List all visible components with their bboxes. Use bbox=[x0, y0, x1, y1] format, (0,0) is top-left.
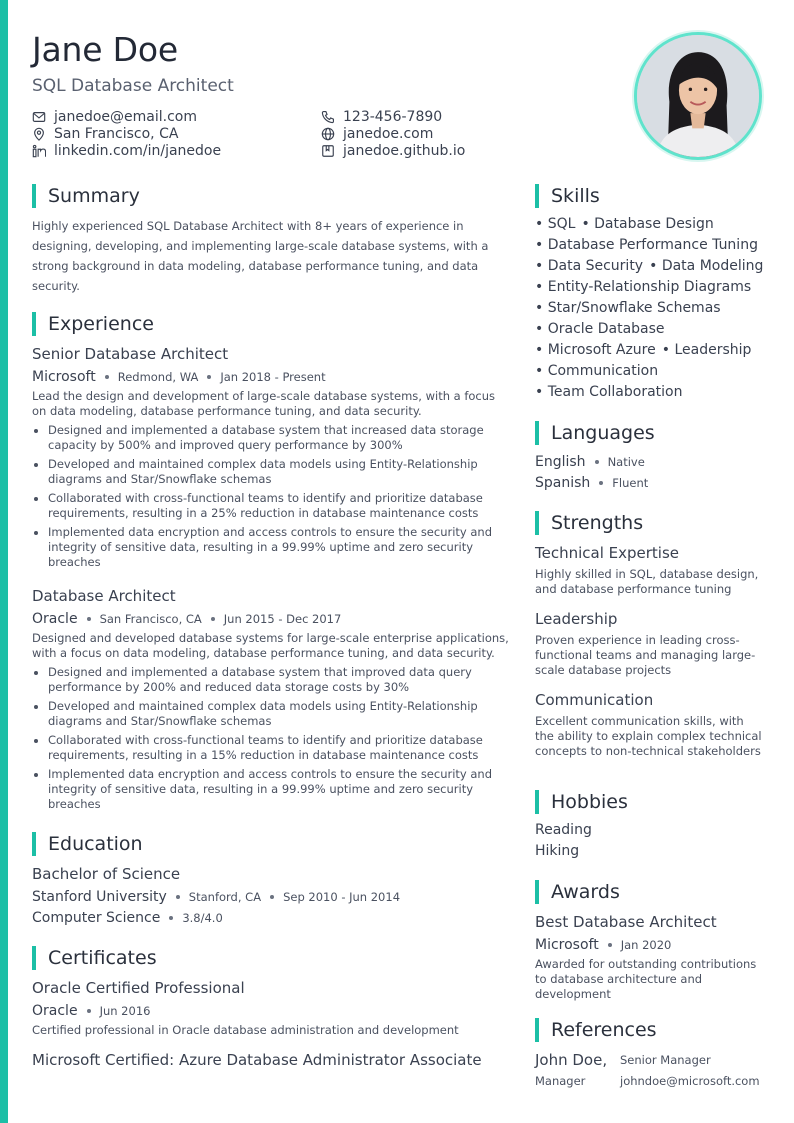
skills-row bbox=[535, 237, 764, 255]
skill-tag: • Database Performance Tuning bbox=[535, 237, 758, 253]
skill-tag: • Oracle Database bbox=[535, 321, 665, 337]
experience-heading: Experience bbox=[32, 312, 154, 336]
skill-tag: • Communication bbox=[535, 363, 658, 379]
reference-position-cont: Manager bbox=[535, 1074, 586, 1088]
hobby-item: Hiking bbox=[535, 843, 580, 859]
awards-heading: Awards bbox=[535, 880, 620, 904]
language-item: Spanish Fluent bbox=[535, 475, 649, 491]
list-item: Developed and maintained complex data models using Entity-Relationship diagrams and Star/Snowflake schemas bbox=[32, 457, 502, 487]
reference-email[interactable]: johndoe@microsoft.com bbox=[620, 1074, 760, 1088]
skills-row bbox=[535, 363, 664, 381]
education-meta: Stanford University Stanford, CA Sep 2010 - Jun 2014 bbox=[32, 889, 401, 905]
education-heading: Education bbox=[32, 832, 143, 856]
candidate-role: SQL Database Architect bbox=[32, 76, 234, 96]
strength-description: Excellent communication skills, with the ability to explain complex technical concepts to non-technical stakeholders bbox=[535, 714, 762, 758]
strength-name: Technical Expertise bbox=[535, 544, 680, 562]
accent-bar bbox=[0, 0, 8, 1123]
language-item: English Native bbox=[535, 454, 645, 470]
profile-portrait-icon bbox=[637, 35, 759, 157]
job-title: Senior Database Architect bbox=[32, 345, 229, 363]
skill-tag: • Star/Snowflake Schemas bbox=[535, 300, 721, 316]
summary-heading: Summary bbox=[32, 184, 140, 208]
reference-position: Senior Manager bbox=[620, 1053, 711, 1067]
job-title: Database Architect bbox=[32, 587, 176, 605]
certificates-heading: Certificates bbox=[32, 946, 157, 970]
strengths-heading: Strengths bbox=[535, 511, 643, 535]
award-meta: Microsoft Jan 2020 bbox=[535, 937, 672, 953]
certificate-name: Microsoft Certified: Azure Database Administrator Associate bbox=[32, 1051, 482, 1069]
skill-tag: • Database Design bbox=[581, 216, 713, 232]
map-pin-icon bbox=[32, 127, 46, 141]
contact-website[interactable]: janedoe.com bbox=[321, 125, 433, 142]
skill-tag: • SQL bbox=[535, 216, 575, 232]
skill-tag: • Entity-Relationship Diagrams bbox=[535, 279, 751, 295]
job-meta: Microsoft Redmond, WA Jan 2018 - Present bbox=[32, 369, 326, 385]
award-name: Best Database Architect bbox=[535, 913, 717, 931]
strength-name: Leadership bbox=[535, 610, 618, 628]
education-major: Computer Science 3.8/4.0 bbox=[32, 910, 223, 926]
reference-name: John Doe, bbox=[535, 1051, 608, 1069]
skills-row bbox=[535, 384, 688, 402]
strength-description: Proven experience in leading cross-functional teams and managing large-scale database projects bbox=[535, 633, 756, 677]
strength-description: Highly skilled in SQL, database design, and database performance tuning bbox=[535, 567, 759, 596]
contact-phone[interactable]: 123-456-7890 bbox=[321, 108, 442, 125]
skills-row bbox=[535, 216, 720, 234]
award-description: Awarded for outstanding contributions to database architecture and development bbox=[535, 957, 757, 1001]
bookmark-icon bbox=[321, 144, 335, 158]
list-item: Collaborated with cross-functional teams to identify and prioritize database requirements, resulting in a 15% reduction in database maintenance costs bbox=[32, 733, 502, 763]
strength-name: Communication bbox=[535, 691, 654, 709]
summary-text: Highly experienced SQL Database Architect with 8+ years of experience in designing, developing, and implementing large-scale database systems, with a strong background in data modeling, database performance tuning, and data security. bbox=[32, 219, 489, 293]
skill-tag: • Leadership bbox=[662, 342, 752, 358]
contact-linkedin[interactable]: linkedin.com/in/janedoe bbox=[32, 142, 221, 159]
linkedin-icon bbox=[32, 144, 46, 158]
contact-location: San Francisco, CA bbox=[32, 125, 178, 142]
skill-tag: • Data Modeling bbox=[649, 258, 763, 274]
candidate-name: Jane Doe bbox=[32, 30, 178, 69]
skill-tag: • Microsoft Azure bbox=[535, 342, 656, 358]
list-item: Designed and implemented a database system that increased data storage capacity by 500% and improved query performance by 300% bbox=[32, 423, 502, 453]
job-bullets bbox=[32, 665, 502, 816]
skills-row bbox=[535, 258, 769, 276]
languages-heading: Languages bbox=[535, 421, 655, 445]
list-item: Collaborated with cross-functional teams to identify and prioritize database requirements, resulting in a 25% reduction in database maintenance costs bbox=[32, 491, 502, 521]
contact-github[interactable]: janedoe.github.io bbox=[321, 142, 465, 159]
job-bullets bbox=[32, 423, 502, 574]
profile-photo bbox=[634, 32, 762, 160]
job-description: Designed and developed database systems for large-scale enterprise applications, with a focus on data modeling, database performance tuning, and data security. bbox=[32, 631, 509, 660]
hobbies-heading: Hobbies bbox=[535, 790, 628, 814]
skills-heading: Skills bbox=[535, 184, 600, 208]
certificate-description: Certified professional in Oracle database administration and development bbox=[32, 1023, 459, 1037]
references-heading: References bbox=[535, 1018, 657, 1042]
skill-tag: • Team Collaboration bbox=[535, 384, 682, 400]
certificate-meta: Oracle Jun 2016 bbox=[32, 1003, 151, 1019]
list-item: Designed and implemented a database system that improved data query performance by 200% and reduced data storage costs by 30% bbox=[32, 665, 502, 695]
contact-email[interactable]: janedoe@email.com bbox=[32, 108, 197, 125]
skills-row bbox=[535, 300, 727, 318]
list-item: Implemented data encryption and access controls to ensure the security and integrity of sensitive data, resulting in a 99.99% uptime and zero security breaches bbox=[32, 525, 502, 570]
certificate-name: Oracle Certified Professional bbox=[32, 979, 245, 997]
mail-icon bbox=[32, 110, 46, 124]
hobby-item: Reading bbox=[535, 822, 592, 838]
skills-row bbox=[535, 342, 757, 360]
job-meta: Oracle San Francisco, CA Jun 2015 - Dec 2017 bbox=[32, 611, 342, 627]
skills-row bbox=[535, 279, 757, 297]
skills-row bbox=[535, 321, 671, 339]
list-item: Developed and maintained complex data models using Entity-Relationship diagrams and Star/Snowflake schemas bbox=[32, 699, 502, 729]
skill-tag: • Data Security bbox=[535, 258, 643, 274]
phone-icon bbox=[321, 110, 335, 124]
job-description: Lead the design and development of large-scale database systems, with a focus on data modeling, database performance tuning, and data security. bbox=[32, 389, 496, 418]
globe-icon bbox=[321, 127, 335, 141]
degree: Bachelor of Science bbox=[32, 865, 181, 883]
list-item: Implemented data encryption and access controls to ensure the security and integrity of sensitive data, resulting in a 99.99% uptime and zero security breaches bbox=[32, 767, 502, 812]
